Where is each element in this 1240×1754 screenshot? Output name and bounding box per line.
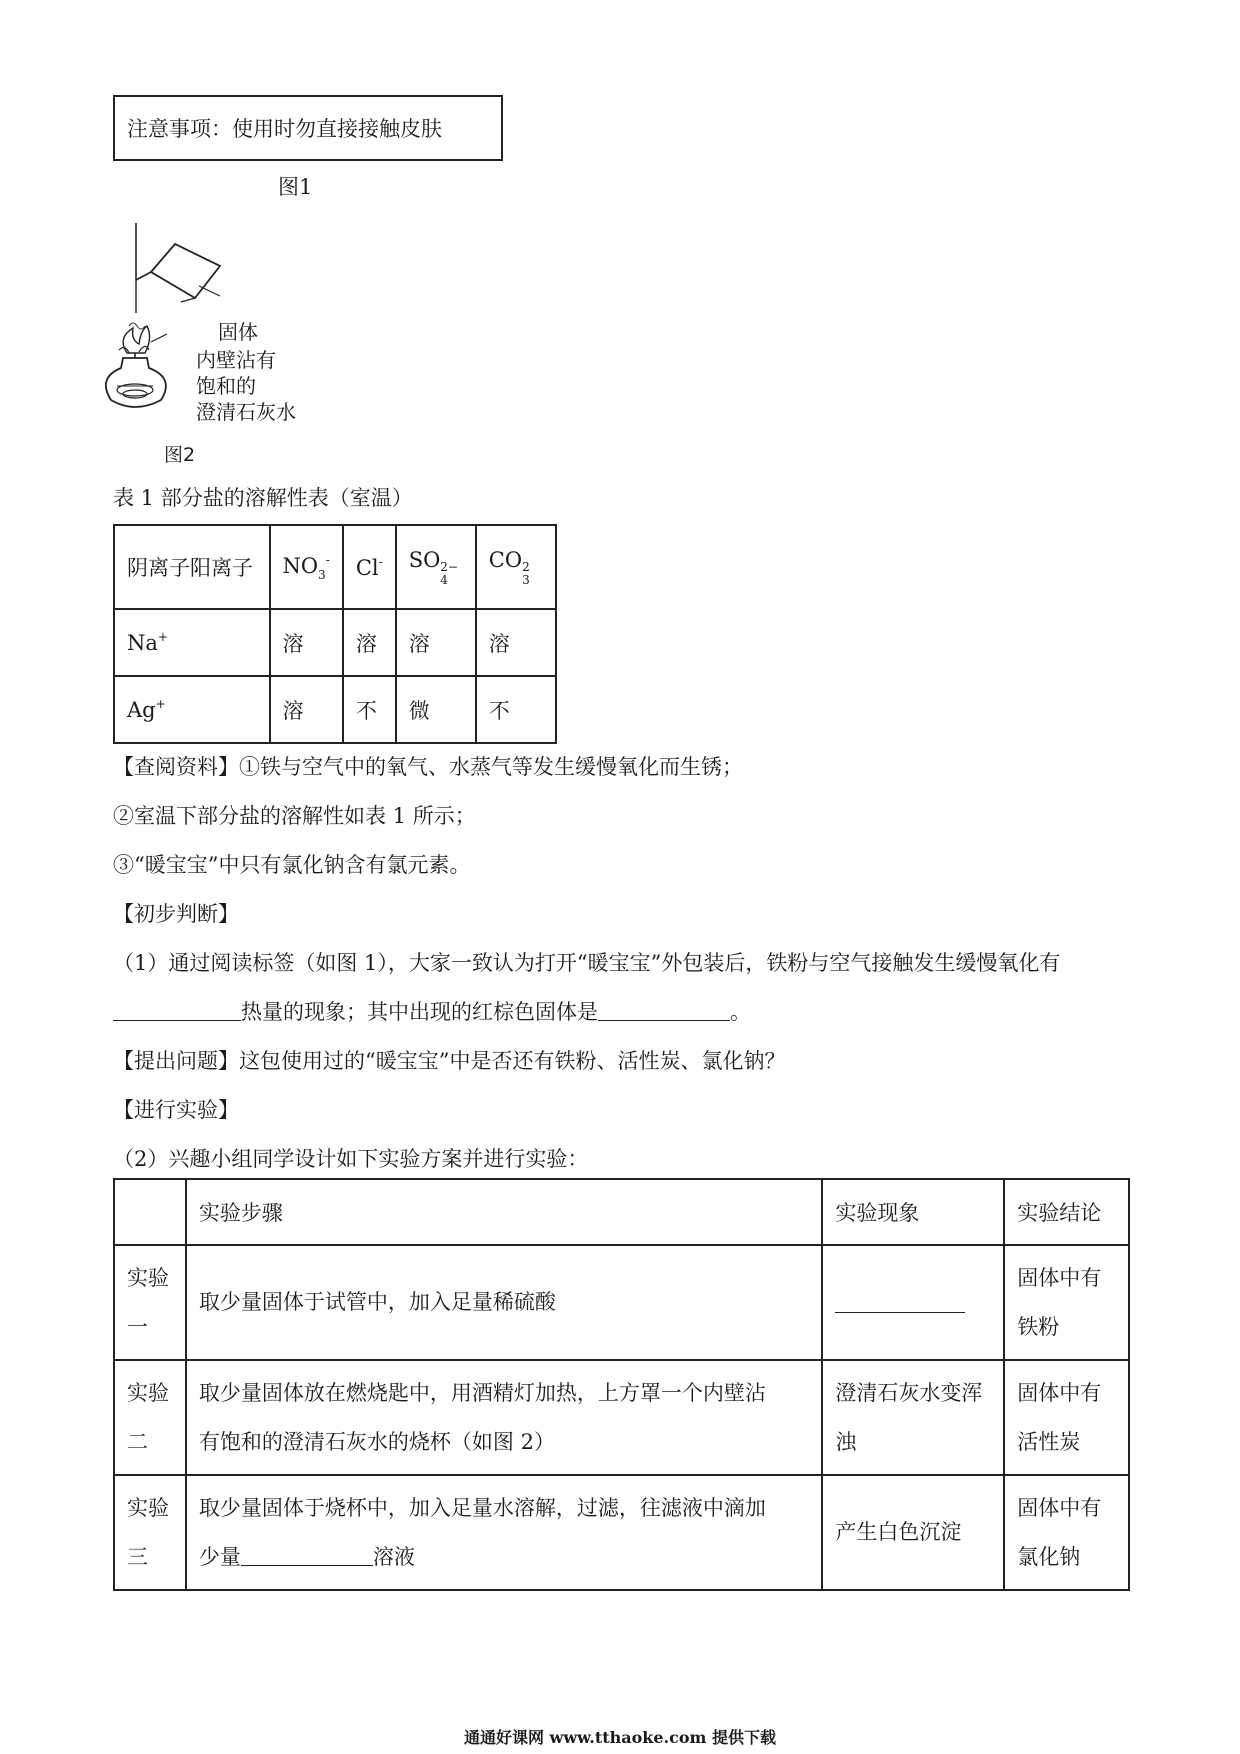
ion-base: Ag	[127, 698, 156, 722]
ion-base: Cl	[355, 555, 379, 580]
ion-sup: -	[325, 552, 330, 567]
table-cell: 溶	[476, 609, 556, 676]
question-1-line-1: （1）通过阅读标签（如图 1），大家一致认为打开“暖宝宝”外包装后，铁粉与空气接触发生缓慢氧化有	[113, 951, 1061, 975]
experiment-heading: 【进行实验】	[113, 1098, 239, 1122]
cell-line: 实验	[127, 1495, 169, 1520]
table-header-cell: 实验步骤	[186, 1179, 822, 1245]
cell-line: 实验	[127, 1265, 169, 1290]
table-header-cell	[343, 525, 396, 609]
cell-line: 取少量固体放在燃烧匙中，用酒精灯加热，上方罩一个内壁沾	[198, 1380, 766, 1405]
table-cell	[822, 1245, 1004, 1360]
table-header-cell	[476, 525, 556, 609]
cell-line: 活性炭	[1017, 1429, 1081, 1454]
table-row	[114, 676, 556, 743]
answer-blank[interactable]	[598, 998, 730, 1021]
ion-script	[522, 561, 530, 587]
table-row	[114, 609, 556, 676]
table-row	[114, 1179, 1129, 1245]
judge-heading: 【初步判断】	[113, 902, 239, 926]
cell-line: 取少量固体于试管中，加入足量稀硫酸	[198, 1290, 556, 1314]
table-cell: 溶	[396, 609, 476, 676]
cell-line: 浊	[835, 1429, 857, 1454]
cell-line: 三	[127, 1544, 148, 1569]
table-cell: 溶	[270, 609, 343, 676]
ion-sup: +	[157, 630, 168, 644]
answer-blank[interactable]	[241, 1543, 373, 1566]
table-header-cell	[396, 525, 476, 609]
question-2: （2）兴趣小组同学设计如下实验方案并进行实验：	[113, 1147, 589, 1171]
cell-line: 固体中有	[1017, 1265, 1102, 1290]
ion-base: NO	[282, 553, 319, 578]
cell-text: 少量	[198, 1544, 241, 1569]
cell-line: 实验	[127, 1380, 169, 1405]
fig2-label-wall-line: 饱和的	[196, 374, 256, 398]
table-header-cell: 实验现象	[822, 1179, 1004, 1245]
corner-label: 阴离子阳离子	[127, 556, 253, 580]
fig2-label-wall-line: 澄清石灰水	[196, 400, 296, 424]
table-cell	[114, 1475, 186, 1590]
table-header-cell: 实验结论	[1004, 1179, 1129, 1245]
ion-sub: 3	[522, 572, 530, 587]
table-cell	[1004, 1475, 1129, 1590]
ion-sub: 3	[318, 567, 326, 582]
cell-line: 二	[127, 1429, 148, 1454]
table-cell	[186, 1360, 822, 1475]
table-cell: 不	[476, 676, 556, 743]
table-cell	[822, 1475, 1004, 1590]
ref-para-1: 【查阅资料】①铁与空气中的氧气、水蒸气等发生缓慢氧化而生锈；	[113, 755, 743, 779]
cell-line: 固体中有	[1017, 1380, 1102, 1405]
cell-line	[199, 1533, 809, 1582]
table-row	[114, 1245, 1129, 1360]
table-header-cell	[114, 1179, 186, 1245]
ion-sup: -	[378, 554, 383, 569]
cell-line: 氯化钠	[1017, 1544, 1081, 1569]
fig2-label-wall	[196, 347, 296, 425]
ref-para-3: ③“暖宝宝”中只有氯化钠含有氯元素。	[113, 853, 471, 877]
ion-base: Na	[127, 631, 158, 655]
experiment-table	[113, 1178, 1130, 1591]
ion-sup: 2−	[440, 559, 458, 574]
ion-sup: 2	[522, 559, 530, 574]
ref-para-2: ②室温下部分盐的溶解性如表 1 所示；	[113, 804, 476, 828]
ion-base: CO	[488, 547, 523, 572]
answer-blank[interactable]	[113, 998, 241, 1021]
fig1-caption: 图1	[278, 175, 313, 199]
table-cell	[114, 676, 270, 743]
table-cell	[114, 609, 270, 676]
table-cell	[114, 1245, 186, 1360]
table-cell	[114, 1360, 186, 1475]
notice-box	[113, 95, 503, 161]
fig2-label-solid: 固体	[218, 320, 258, 344]
fig2-caption: 图2	[164, 444, 196, 466]
table1-caption: 表 1 部分盐的溶解性表（室温）	[113, 486, 413, 510]
cell-line: 澄清石灰水变浑	[835, 1380, 983, 1405]
problem-para: 【提出问题】这包使用过的“暖宝宝”中是否还有铁粉、活性炭、氯化钠？	[113, 1049, 786, 1073]
table-cell	[1004, 1245, 1129, 1360]
cell-line: 铁粉	[1017, 1314, 1060, 1339]
cell-line: 固体中有	[1017, 1495, 1102, 1520]
table-cell	[822, 1360, 1004, 1475]
ion-sub: 4	[440, 572, 448, 587]
table-cell	[186, 1475, 822, 1590]
ion-script	[440, 561, 458, 587]
fig2-label-wall-line: 内壁沾有	[196, 348, 276, 372]
table-cell: 不	[343, 676, 396, 743]
notice-text: 注意事项：使用时勿直接接触皮肤	[127, 117, 442, 141]
question-1-line-2	[113, 997, 751, 1027]
table-cell: 溶	[270, 676, 343, 743]
table-cell: 溶	[343, 609, 396, 676]
table-cell	[1004, 1360, 1129, 1475]
table-cell	[114, 525, 270, 609]
cell-line: 一	[127, 1314, 148, 1339]
cell-line: 取少量固体于烧杯中，加入足量水溶解，过滤，往滤液中滴加	[198, 1495, 766, 1520]
cell-text: 溶液	[372, 1544, 415, 1569]
question-text: 。	[730, 1000, 751, 1024]
page-footer: 通通好课网 www.tthaoke.com 提供下载	[463, 1728, 777, 1747]
solubility-table	[113, 524, 557, 744]
ion-base: SO	[408, 547, 441, 572]
cell-line: 产生白色沉淀	[835, 1520, 962, 1544]
cell-line: 有饱和的澄清石灰水的烧杯（如图 2）	[198, 1429, 555, 1454]
ion-sup: +	[155, 697, 166, 711]
table-row	[114, 1360, 1129, 1475]
question-text: 热量的现象；其中出现的红棕色固体是	[241, 1000, 598, 1024]
answer-blank[interactable]	[835, 1290, 965, 1313]
table-row	[114, 525, 556, 609]
table-row	[114, 1475, 1129, 1590]
table-header-cell	[270, 525, 343, 609]
table-cell: 微	[396, 676, 476, 743]
table-cell	[186, 1245, 822, 1360]
